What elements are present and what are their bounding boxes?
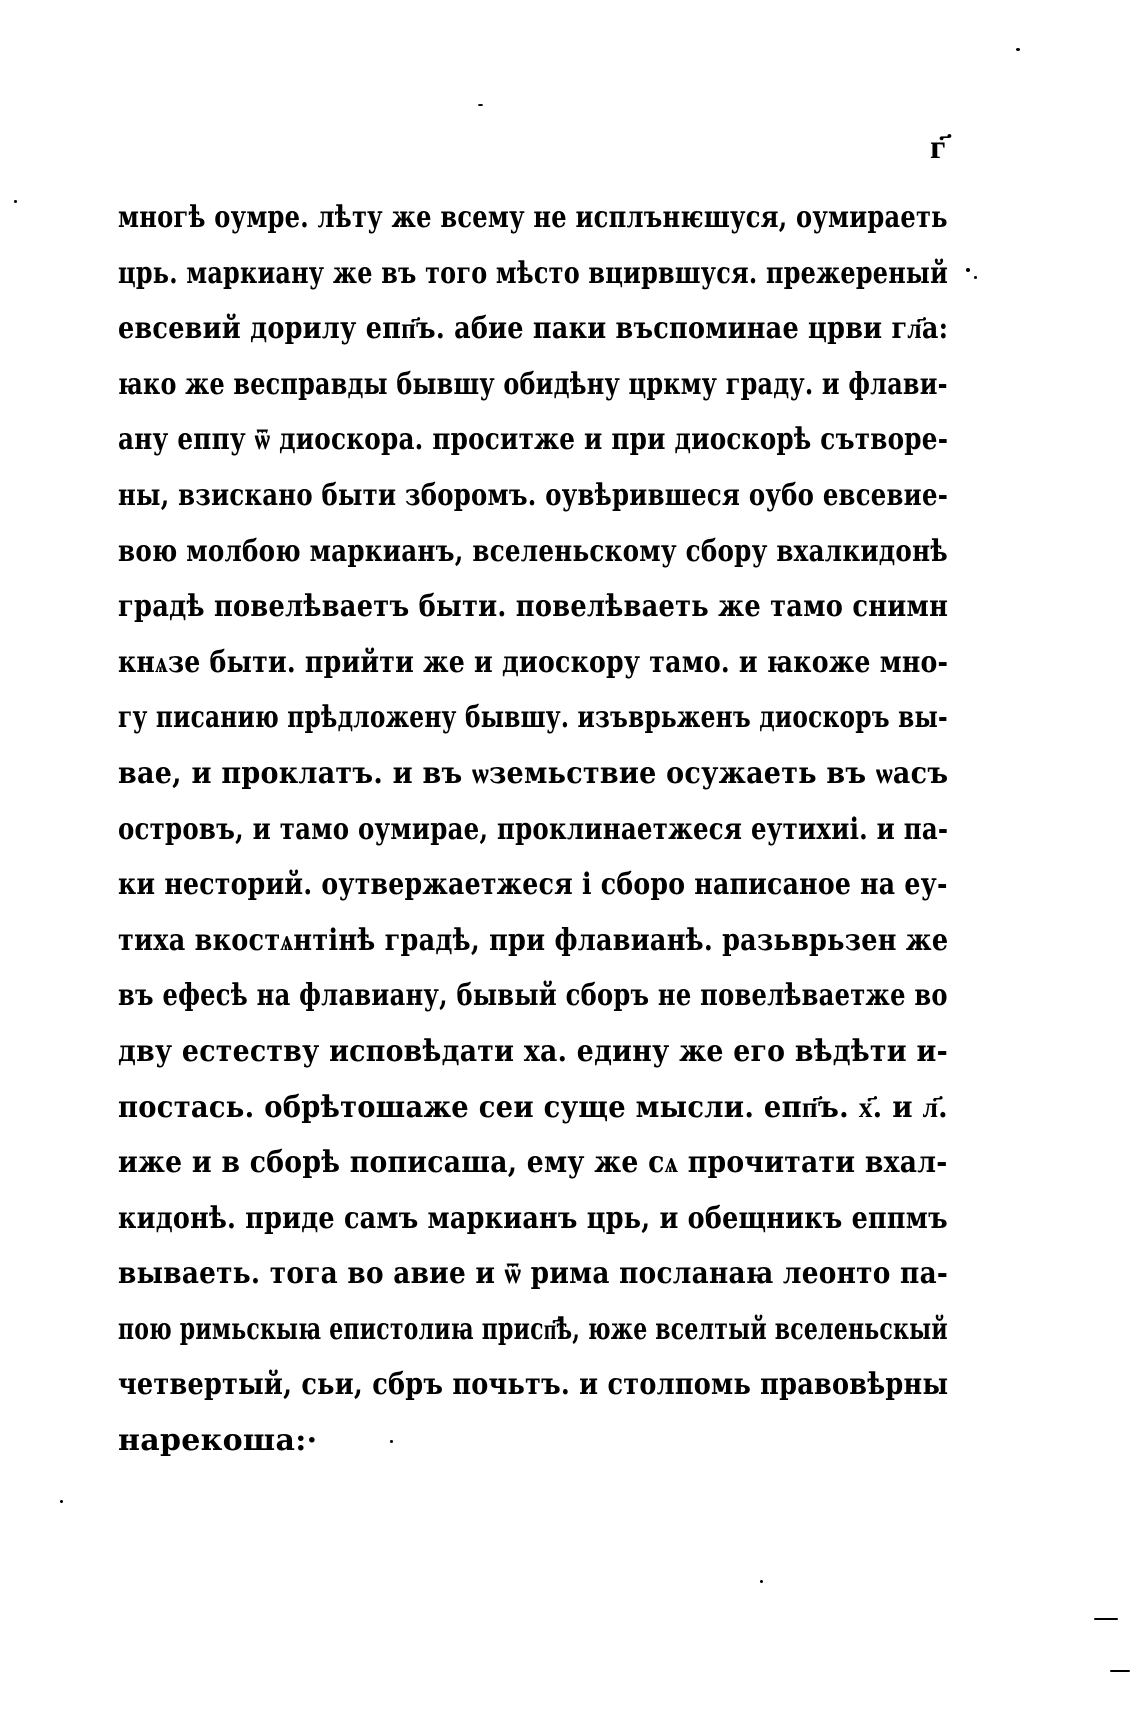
- text-line: постась. обрѣтошаже сеи суще мысли. епп҃ъ. х҃. и л҃.: [118, 1089, 948, 1125]
- text-line: вываеть. тога во авие и ѿ рима посланаꙗ леонто па-: [118, 1256, 949, 1292]
- text-line: островъ, и тамо оумирае, проклинаетжеся еутихиі. и па-: [118, 811, 949, 847]
- scan-speck: [390, 1440, 393, 1443]
- scan-speck: [60, 1500, 63, 1503]
- text-line: ны, взискано быти зборомъ. оувѣрившеся оубо евсевие-: [118, 477, 949, 513]
- text-line: гу писанию прѣдложену бывшу. изъврьженъ диоскоръ вы-: [118, 700, 948, 736]
- scan-speck: [966, 268, 970, 272]
- scan-speck: [1110, 1670, 1130, 1672]
- text-line: въ ефесѣ на флавиану, бывый сборъ не повелѣваетже во: [118, 978, 948, 1014]
- text-line: ки несторий. оутвержаетжеся і сборо написаное на еу-: [118, 867, 948, 903]
- text-line: многѣ оумре. лѣту же всему не исплънѥшуся, оумираеть: [118, 200, 948, 235]
- text-line: евсевий дорилу епп҃ъ. абие паки въспоминае црви гл҃а:: [118, 311, 949, 347]
- text-line: градѣ повелѣваетъ быти. повелѣваеть же тамо снимн: [118, 589, 949, 625]
- scan-speck: [1016, 48, 1020, 51]
- text-line: ꙗко же весправды бывшу обидѣну цркму граду. и флави-: [118, 366, 948, 402]
- scan-speck: [760, 1580, 763, 1583]
- text-line: црь. маркиану же въ того мѣсто вцирвшуся. прежереный: [118, 255, 949, 291]
- text-line: дву естеству исповѣдати ха. едину же его вѣдѣти и-: [118, 1033, 948, 1069]
- text-block: [118, 190, 948, 1469]
- text-line: ану еппу ѿ диоскора. проситже и при диоскорѣ сътворе-: [118, 422, 949, 458]
- scan-speck: [1094, 1618, 1118, 1620]
- scan-speck: [14, 200, 17, 203]
- scan-speck: [478, 104, 483, 106]
- text-line: иже и в сборѣ пописаша, ему же сѧ прочитати вхал-: [118, 1145, 948, 1181]
- text-line-last: нарекоша:·: [118, 1423, 318, 1459]
- scan-speck: [974, 276, 977, 279]
- text-line: четвертый, сьи, сбръ почьтъ. и столпомь правовѣрны: [118, 1367, 949, 1403]
- text-line: тиха вкостѧнтінѣ градѣ, при флавианѣ. разьврьзен же: [118, 922, 949, 958]
- text-line: вою молбою маркианъ, вселеньскому сбору вхалкидонѣ: [118, 533, 948, 569]
- text-line: кнѧзе быти. прийти же и диоскору тамо. и ꙗкоже мно-: [118, 644, 949, 680]
- text-line: кидонѣ. приде самъ маркианъ црь, и обещникъ еппмъ: [118, 1200, 948, 1236]
- page-number: г҃: [930, 127, 946, 167]
- text-line: вае, и проклатъ. и въ ѡземьствие осужаеть въ ѡасъ: [118, 755, 949, 791]
- text-line: пою римьскыꙗ епистолиꙗ присп҃ѣ, юже вселтый вселеньскый: [118, 1311, 948, 1347]
